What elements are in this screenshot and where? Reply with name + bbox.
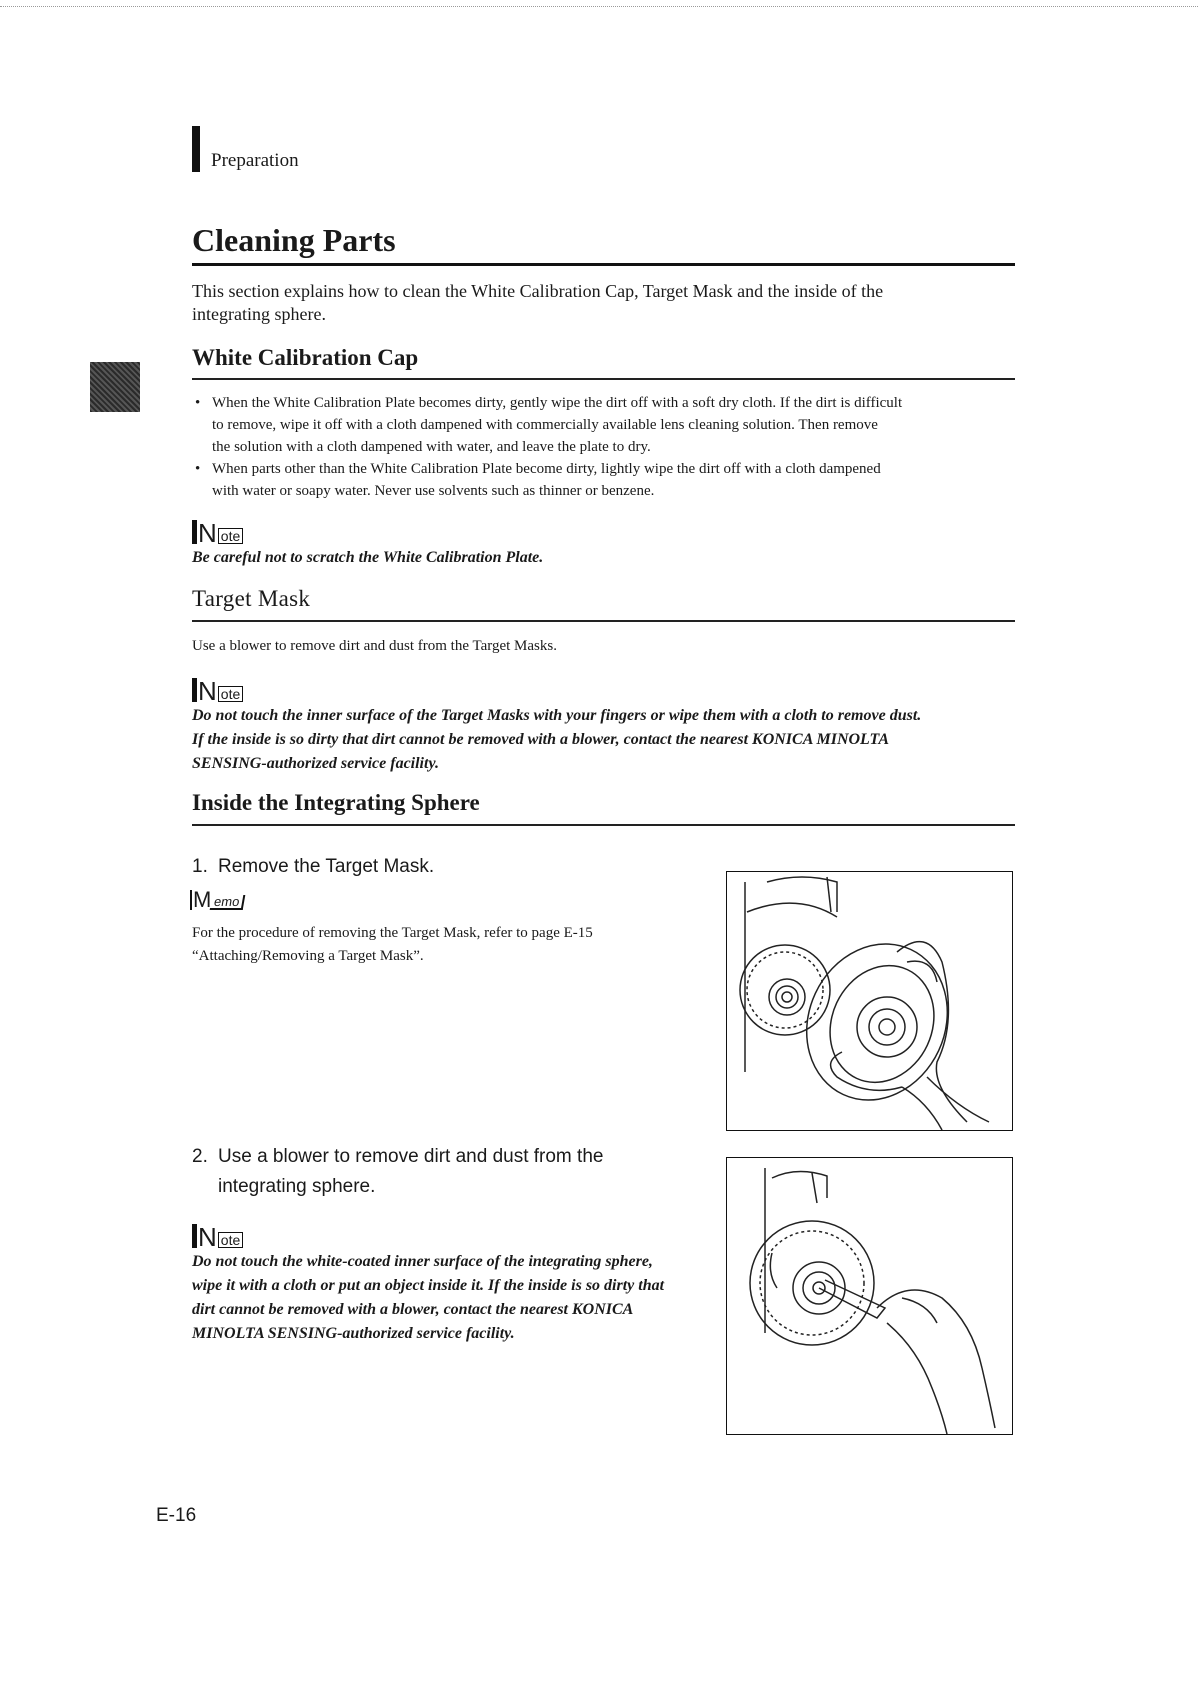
note-white-cap: Be careful not to scratch the White Calibration Plate. (192, 549, 544, 566)
heading-rule (192, 620, 1015, 622)
title-rule (192, 263, 1015, 266)
bullet-line: When parts other than the White Calibration Plate become dirty, lightly wipe the dirt off with a cloth dampened (212, 461, 881, 477)
heading-rule (192, 824, 1015, 826)
step-2 (192, 1142, 692, 1202)
intro-line: integrating sphere. (192, 304, 326, 324)
bullet-line: to remove, wipe it off with a cloth dampened with commercially available lens cleaning solution. Then remove (212, 417, 878, 433)
memo-text (192, 922, 692, 968)
step-label-line: integrating sphere. (218, 1176, 376, 1197)
note-icon: N ote (192, 1224, 243, 1248)
step-1 (192, 852, 434, 882)
note-line: Do not touch the white-coated inner surface of the integrating sphere, (192, 1253, 653, 1270)
bullet-line: the solution with a cloth dampened with water, and leave the plate to dry. (212, 439, 651, 455)
section-label: Preparation (211, 150, 299, 171)
intro-paragraph (192, 280, 992, 326)
bullet-marker: • (195, 461, 201, 477)
list-item (192, 392, 1022, 458)
scan-edge-dots (0, 6, 1198, 7)
step-label-line: Use a blower to remove dirt and dust from the (218, 1146, 604, 1167)
step-label: Remove the Target Mask. (218, 856, 435, 877)
memo-icon: M emo (190, 890, 245, 910)
illustration-hand-removing-mask (727, 872, 1012, 1130)
step-number: 1. (192, 856, 208, 877)
memo-line: “Attaching/Removing a Target Mask”. (192, 948, 424, 964)
page-number: E-16 (156, 1505, 197, 1526)
note-line: dirt cannot be removed with a blower, contact the nearest KONICA (192, 1301, 634, 1318)
white-cap-bullet-list (192, 392, 1022, 502)
note-line: SENSING-authorized service facility. (192, 755, 439, 772)
heading-rule (192, 378, 1015, 380)
note-line: Do not touch the inner surface of the Target Masks with your fingers or wipe them with a cloth to remove dust. (192, 707, 922, 724)
note-icon: N ote (192, 520, 243, 544)
target-mask-text: Use a blower to remove dirt and dust from the Target Masks. (192, 638, 557, 654)
list-item (192, 458, 1022, 502)
step-number: 2. (192, 1146, 208, 1167)
heading-target-mask: Target Mask (192, 586, 311, 611)
bullet-line: When the White Calibration Plate becomes dirty, gently wipe the dirt off with a soft dry cloth. If the dirt is difficult (212, 395, 903, 411)
note-icon: N ote (192, 678, 243, 702)
note-line: MINOLTA SENSING-authorized service facility. (192, 1325, 515, 1342)
note-target-mask (192, 704, 1022, 776)
chapter-tab-marker (90, 362, 140, 412)
figure-remove-target-mask (726, 871, 1013, 1131)
note-line: wipe it with a cloth or put an object inside it. If the inside is so dirty that (192, 1277, 665, 1294)
note-inside-sphere (192, 1250, 712, 1346)
memo-line: For the procedure of removing the Target Mask, refer to page E-15 (192, 925, 593, 941)
note-line: If the inside is so dirty that dirt cannot be removed with a blower, contact the nearest KONICA MINOLTA (192, 731, 890, 748)
intro-line: This section explains how to clean the White Calibration Cap, Target Mask and the inside of the (192, 281, 884, 301)
figure-blower-cleaning (726, 1157, 1013, 1435)
page-title: Cleaning Parts (192, 222, 396, 258)
heading-inside-sphere: Inside the Integrating Sphere (192, 790, 480, 815)
heading-white-calibration-cap: White Calibration Cap (192, 345, 419, 370)
illustration-blower-in-sphere (727, 1158, 1012, 1434)
bullet-line: with water or soapy water. Never use solvents such as thinner or benzene. (212, 483, 655, 499)
section-marker-bar (192, 126, 200, 172)
bullet-marker: • (195, 395, 201, 411)
